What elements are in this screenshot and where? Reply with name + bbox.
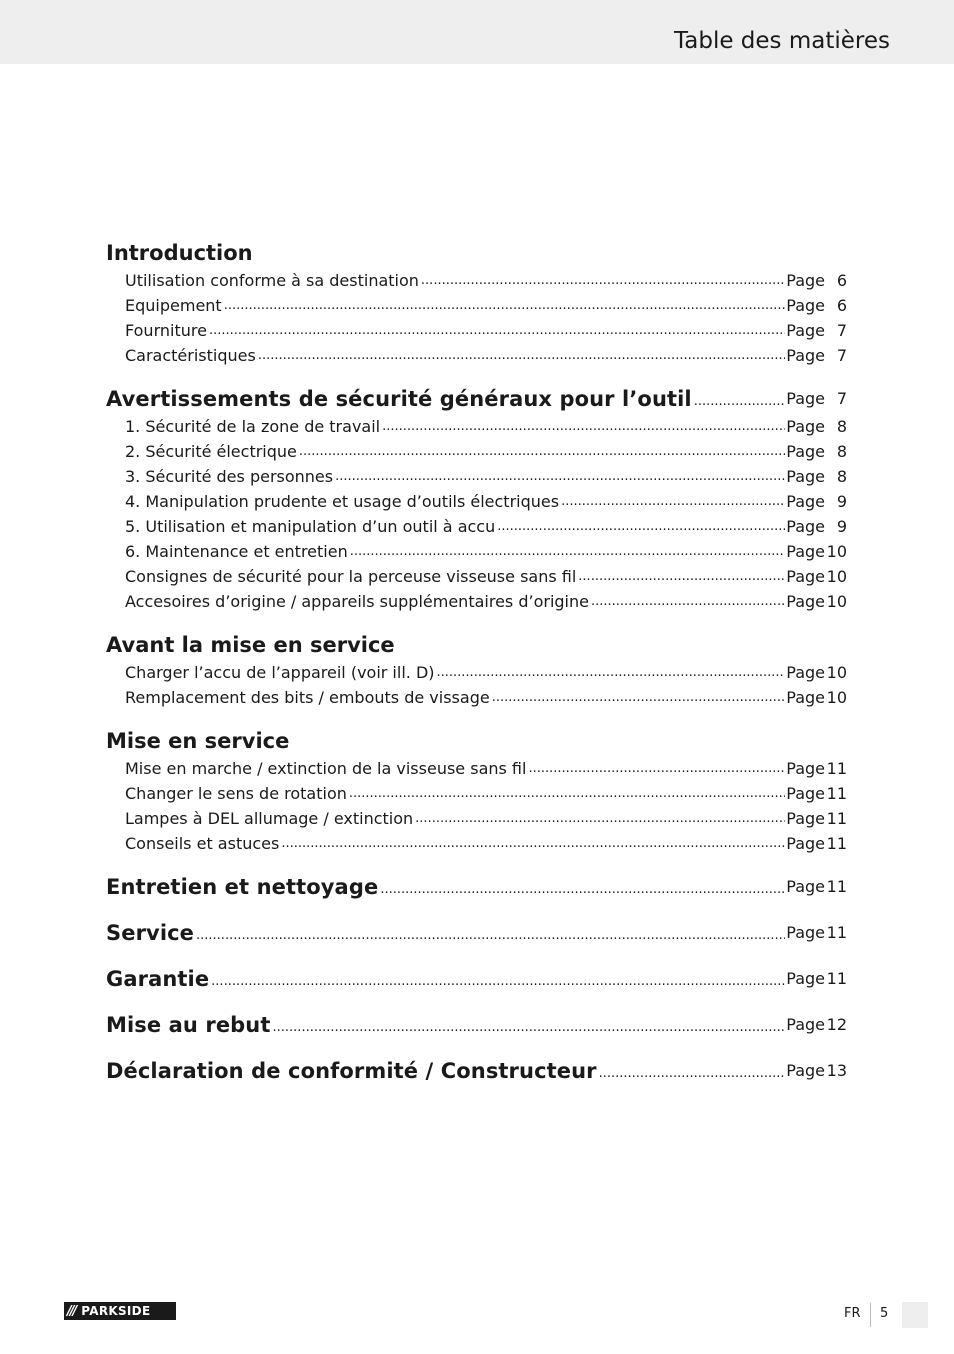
page-word: Page [786,877,825,896]
toc-heading-label: Service [106,921,195,945]
page-word: Page [786,567,825,586]
page-ref: 10 [826,688,847,707]
page-ref: 13 [826,1061,847,1080]
dot-leader [497,514,785,539]
toc-entry-label: Utilisation conforme à sa destination [125,271,419,290]
page-word: Page [786,923,825,942]
toc-entry-label: 2. Sécurité électrique [125,442,297,461]
footer-marker [902,1302,928,1328]
toc-entry-label: Mise en marche / extinction de la visseuse sans fil [125,759,527,778]
toc-entry-label: Caractéristiques [125,346,256,365]
toc-heading-label: Mise au rebut [106,1013,271,1037]
page-word: Page [786,321,825,340]
dot-leader [599,1061,786,1086]
page-word: Page [786,759,825,778]
toc-heading: Mise en service [106,729,290,753]
page-ref: 11 [826,969,847,988]
toc-heading-label: Avertissements de sécurité généraux pour l’outil [106,387,692,411]
page-ref: 10 [826,542,847,561]
toc-entry [106,464,847,489]
dot-leader [350,539,786,564]
page-word: Page [786,442,825,461]
toc-entry [106,268,847,293]
page-word: Page [786,417,825,436]
page-word: Page [786,542,825,561]
dot-leader [415,806,785,831]
toc-section [106,918,847,948]
footer-page-number: 5 [880,1306,889,1321]
toc-section [106,384,847,614]
toc-entry-label: 6. Maintenance et entretien [125,542,348,561]
page-word: Page [786,1061,825,1080]
toc-entry [106,660,847,685]
toc-entry-label: Changer le sens de rotation [125,784,347,803]
dot-leader [492,685,786,710]
toc-heading-label: Déclaration de conformité / Constructeur [106,1059,597,1083]
page-word: Page [786,809,825,828]
dot-leader [258,343,785,368]
dot-leader [528,756,785,781]
page-word: Page [786,271,825,290]
toc-entry [106,756,847,781]
page-ref: 11 [826,809,847,828]
toc-entry-label: 5. Utilisation et manipulation d’un outil à accu [125,517,496,536]
dot-leader [380,877,785,902]
page-ref: 12 [826,1015,847,1034]
toc-entry-label: Accesoires d’origine / appareils supplémentaires d’origine [125,592,589,611]
toc-entry [106,831,847,856]
toc-section [106,872,847,902]
toc-entry-label: Remplacement des bits / embouts de vissage [125,688,490,707]
table-of-contents [106,238,847,1102]
toc-entry [106,318,847,343]
dot-leader [224,293,786,318]
page-ref: 10 [826,592,847,611]
footer-divider [870,1303,871,1327]
page-ref: 10 [826,663,847,682]
page-word: Page [786,467,825,486]
toc-heading: Introduction [106,241,253,265]
toc-entry [106,589,847,614]
dot-leader [578,564,785,589]
page-word: Page [786,784,825,803]
dot-leader [694,389,786,414]
page-word: Page [786,517,825,536]
toc-section [106,964,847,994]
page-ref: 9 [836,492,847,511]
page-word: Page [786,389,825,408]
toc-heading [106,918,847,948]
dot-leader [211,969,785,994]
toc-heading [106,384,847,414]
toc-entry-label: Charger l’accu de l’appareil (voir ill. D) [125,663,435,682]
page-word: Page [786,663,825,682]
logo-text: PARKSIDE [81,1304,151,1318]
toc-entry [106,781,847,806]
page-ref: 6 [836,296,847,315]
toc-entry [106,439,847,464]
toc-section [106,1056,847,1086]
page-ref: 10 [826,567,847,586]
dot-leader [273,1015,786,1040]
dot-leader [335,464,785,489]
dot-leader [437,660,786,685]
toc-section [106,238,847,368]
toc-entry-label: Consignes de sécurité pour la perceuse visseuse sans fil [125,567,577,586]
toc-entry-label: 1. Sécurité de la zone de travail [125,417,381,436]
page-word: Page [786,688,825,707]
toc-entry-label: Equipement [125,296,222,315]
dot-leader [209,318,785,343]
page-word: Page [786,296,825,315]
toc-entry-label: Conseils et astuces [125,834,280,853]
toc-heading-label: Garantie [106,967,210,991]
page-ref: 8 [836,417,847,436]
toc-entry [106,414,847,439]
toc-heading [106,964,847,994]
page-word: Page [786,346,825,365]
page-ref: 11 [826,834,847,853]
toc-entry [106,343,847,368]
toc-entry-label: 4. Manipulation prudente et usage d’outils électriques [125,492,560,511]
toc-entry-label: 3. Sécurité des personnes [125,467,334,486]
toc-heading [106,1056,847,1086]
page-word: Page [786,1015,825,1034]
page-word: Page [786,834,825,853]
dot-leader [299,439,785,464]
toc-heading [106,872,847,902]
page-ref: 11 [826,877,847,896]
page-word: Page [786,592,825,611]
dot-leader [349,781,785,806]
dot-leader [591,589,785,614]
page-ref: 11 [826,784,847,803]
dot-leader [382,414,785,439]
page-title: Table des matières [674,28,890,54]
dot-leader [561,489,785,514]
toc-section [106,726,847,856]
toc-heading: Avant la mise en service [106,633,395,657]
footer-language: FR [844,1306,861,1321]
page-ref: 11 [826,759,847,778]
dot-leader [421,268,785,293]
page-ref: 6 [836,271,847,290]
toc-entry [106,514,847,539]
toc-entry [106,489,847,514]
page-ref: 7 [836,321,847,340]
toc-entry-label: Lampes à DEL allumage / extinction [125,809,414,828]
page-word: Page [786,969,825,988]
page-ref: 8 [836,442,847,461]
page-ref: 7 [836,389,847,408]
page-ref: 11 [826,923,847,942]
page-ref: 7 [836,346,847,365]
logo-stripes: /// [67,1303,76,1319]
page-ref: 8 [836,467,847,486]
parkside-logo [64,1302,176,1320]
toc-entry [106,685,847,710]
page-ref: 9 [836,517,847,536]
toc-entry-label: Fourniture [125,321,207,340]
toc-section [106,630,847,710]
toc-section [106,1010,847,1040]
dot-leader [196,923,785,948]
page-word: Page [786,492,825,511]
toc-heading-label: Entretien et nettoyage [106,875,379,899]
toc-entry [106,806,847,831]
toc-entry [106,564,847,589]
dot-leader [281,831,785,856]
toc-entry [106,539,847,564]
toc-entry [106,293,847,318]
toc-heading [106,1010,847,1040]
